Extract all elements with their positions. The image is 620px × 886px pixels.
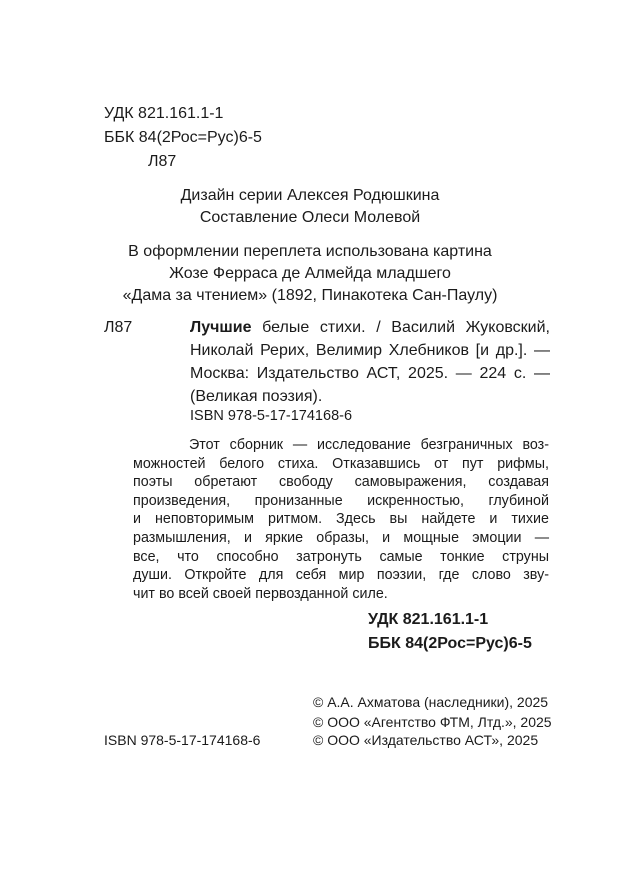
annotation-line: чит во всей своей первозданной силе. [133,585,388,602]
catalog-entry-line4: (Великая поэзия). [190,388,323,405]
copyright-line2: © ООО «Агентство ФТМ, Лтд.», 2025 [313,714,552,730]
compilation-credit: Составление Олеси Молевой [199,209,421,226]
catalog-entry [190,316,550,408]
udk-code-bold: УДК 821.161.1-1 [368,611,489,628]
annotation-line: можностей белого стиха. Отказавшись от пут рифмы, [133,455,549,472]
catalog-author-mark: Л87 [104,319,133,336]
catalog-entry-line1 [190,316,550,339]
footer-isbn: ISBN 978-5-17-174168-6 [104,732,261,748]
cover-note-line1: В оформлении переплета использована картина [128,243,492,260]
annotation-line: Этот сборник — исследование безграничных воз- [189,437,549,453]
catalog-title-rest: белые стихи. / Василий Жуковский, [262,319,550,336]
copyright-line3: © ООО «Издательство АСТ», 2025 [313,732,539,748]
annotation-line: и неповторимым ритмом. Здесь вы найдете и тихие [133,511,549,528]
catalog-isbn: ISBN 978-5-17-174168-6 [190,408,353,424]
annotation [133,436,549,603]
cover-note-line2: Жозе Ферраса де Алмейда младшего [169,265,451,282]
annotation-line: поэты обретают свободу самовыражения, создавая [133,474,549,491]
bbk-code: ББК 84(2Рос=Рус)6-5 [104,129,262,146]
catalog-entry-line2: Николай Рерих, Велимир Хлебников [и др.]. — [190,342,550,359]
copyright-line1: © А.А. Ахматова (наследники), 2025 [313,694,549,710]
author-mark: Л87 [148,153,177,170]
catalog-entry-line3: Москва: Издательство АСТ, 2025. — 224 с. — [190,365,550,382]
annotation-line: произведения, пронизанные искренностью, глубиной [133,492,549,509]
annotation-line: души. Откройте для себя мир поэзии, где слово зву- [133,567,549,584]
bbk-code-bold: ББК 84(2Рос=Рус)6-5 [368,635,532,652]
series-design-credit: Дизайн серии Алексея Родюшкина [180,187,440,204]
catalog-title-bold: Лучшие [190,319,252,336]
annotation-line: все, что способно затронуть самые тонкие струны [133,548,549,565]
annotation-line: размышления, и яркие образы, и мощные эмоции — [133,529,549,546]
udk-code: УДК 821.161.1-1 [104,105,224,122]
cover-note-line3: «Дама за чтением» (1892, Пинакотека Сан-Паулу) [122,287,498,304]
